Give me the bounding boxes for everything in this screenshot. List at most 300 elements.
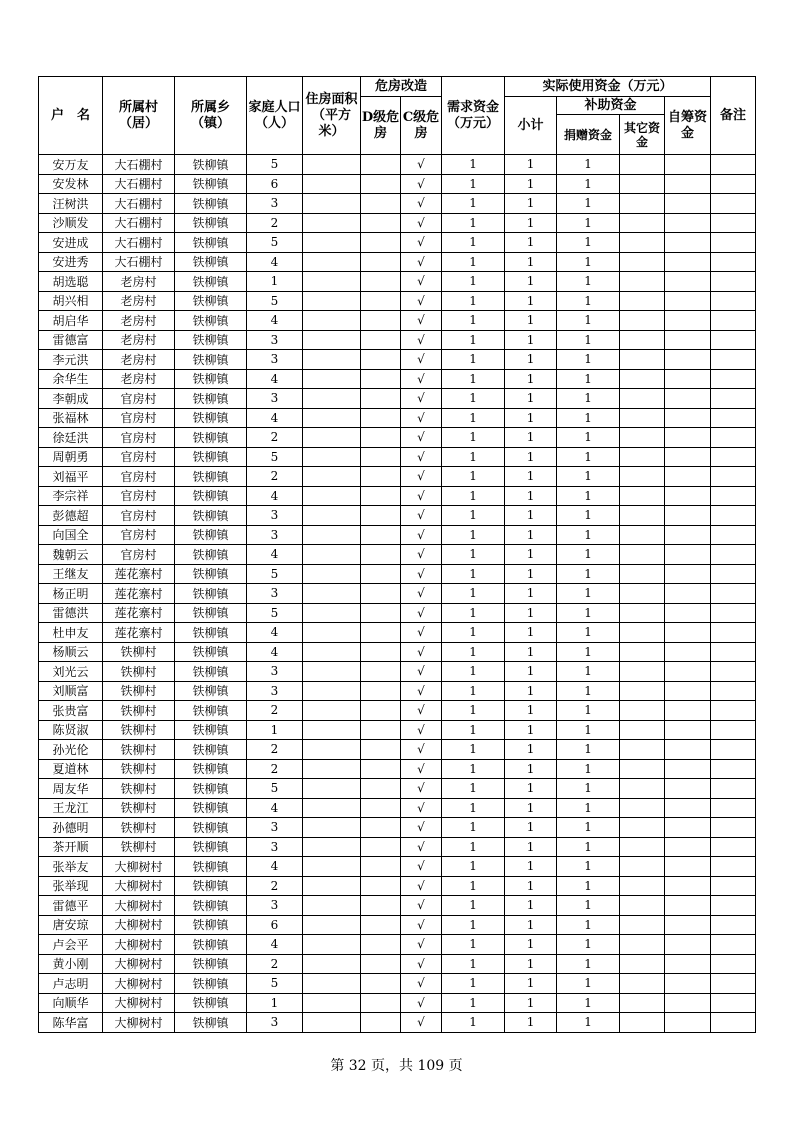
cell-other [620,584,665,604]
cell-remarks [711,564,756,584]
cell-remarks [711,896,756,916]
cell-level-d [361,174,401,194]
cell-donated: 1 [557,330,620,350]
cell-needed-funds: 1 [442,623,505,643]
table-row [39,486,756,506]
cell-remarks [711,974,756,994]
cell-population: 4 [247,311,303,331]
cell-level-c: √ [401,369,442,389]
cell-donated: 1 [557,545,620,565]
cell-level-d [361,740,401,760]
table-row [39,330,756,350]
cell-township: 铁柳镇 [175,720,247,740]
cell-donated: 1 [557,896,620,916]
cell-subtotal: 1 [505,272,557,292]
cell-subtotal: 1 [505,623,557,643]
cell-area [303,525,361,545]
cell-subtotal: 1 [505,213,557,233]
cell-level-d [361,467,401,487]
cell-remarks [711,155,756,175]
table-row [39,681,756,701]
table-row [39,506,756,526]
cell-donated: 1 [557,915,620,935]
cell-village: 铁柳村 [103,681,175,701]
cell-needed-funds: 1 [442,974,505,994]
cell-self-raised [665,194,711,214]
cell-township: 铁柳镇 [175,974,247,994]
cell-subtotal: 1 [505,779,557,799]
cell-self-raised [665,369,711,389]
cell-needed-funds: 1 [442,740,505,760]
table-row [39,701,756,721]
cell-subtotal: 1 [505,311,557,331]
cell-remarks [711,272,756,292]
cell-level-d [361,993,401,1013]
cell-level-c: √ [401,740,442,760]
cell-area [303,194,361,214]
cell-subtotal: 1 [505,564,557,584]
cell-level-c: √ [401,330,442,350]
cell-population: 2 [247,954,303,974]
cell-donated: 1 [557,525,620,545]
cell-area [303,584,361,604]
cell-level-d [361,915,401,935]
cell-level-c: √ [401,837,442,857]
cell-remarks [711,642,756,662]
cell-donated: 1 [557,194,620,214]
cell-subtotal: 1 [505,174,557,194]
cell-village: 大石棚村 [103,213,175,233]
cell-population: 3 [247,837,303,857]
cell-area [303,233,361,253]
cell-level-c: √ [401,642,442,662]
cell-donated: 1 [557,954,620,974]
cell-area [303,564,361,584]
cell-village: 大柳树村 [103,974,175,994]
cell-level-c: √ [401,662,442,682]
cell-donated: 1 [557,759,620,779]
cell-area [303,642,361,662]
cell-self-raised [665,720,711,740]
cell-other [620,1013,665,1033]
cell-name: 卢志明 [39,974,103,994]
cell-other [620,545,665,565]
cell-other [620,954,665,974]
table-row [39,642,756,662]
cell-township: 铁柳镇 [175,272,247,292]
cell-area [303,350,361,370]
cell-population: 2 [247,428,303,448]
cell-donated: 1 [557,252,620,272]
cell-other [620,896,665,916]
cell-population: 4 [247,935,303,955]
table-row [39,213,756,233]
cell-subtotal: 1 [505,876,557,896]
table-row [39,935,756,955]
cell-area [303,486,361,506]
cell-township: 铁柳镇 [175,428,247,448]
cell-self-raised [665,740,711,760]
cell-donated: 1 [557,993,620,1013]
cell-self-raised [665,837,711,857]
cell-remarks [711,194,756,214]
cell-area [303,330,361,350]
cell-other [620,389,665,409]
cell-population: 6 [247,915,303,935]
cell-township: 铁柳镇 [175,954,247,974]
cell-needed-funds: 1 [442,428,505,448]
cell-donated: 1 [557,642,620,662]
cell-donated: 1 [557,564,620,584]
cell-remarks [711,311,756,331]
cell-level-c: √ [401,389,442,409]
cell-other [620,935,665,955]
cell-population: 1 [247,720,303,740]
cell-population: 4 [247,369,303,389]
cell-level-c: √ [401,993,442,1013]
cell-other [620,350,665,370]
cell-area [303,740,361,760]
cell-needed-funds: 1 [442,408,505,428]
cell-subtotal: 1 [505,603,557,623]
cell-self-raised [665,857,711,877]
cell-population: 4 [247,623,303,643]
cell-level-c: √ [401,623,442,643]
cell-subtotal: 1 [505,525,557,545]
cell-self-raised [665,291,711,311]
cell-level-c: √ [401,720,442,740]
cell-needed-funds: 1 [442,779,505,799]
cell-village: 大石棚村 [103,174,175,194]
cell-name: 王继友 [39,564,103,584]
cell-self-raised [665,311,711,331]
cell-donated: 1 [557,798,620,818]
cell-level-d [361,896,401,916]
cell-population: 4 [247,857,303,877]
cell-donated: 1 [557,389,620,409]
cell-other [620,330,665,350]
cell-other [620,915,665,935]
cell-level-c: √ [401,1013,442,1033]
cell-name: 夏道林 [39,759,103,779]
cell-village: 官房村 [103,486,175,506]
cell-name: 卢会平 [39,935,103,955]
cell-township: 铁柳镇 [175,194,247,214]
cell-name: 茶开顺 [39,837,103,857]
cell-level-d [361,954,401,974]
cell-population: 4 [247,408,303,428]
cell-township: 铁柳镇 [175,447,247,467]
cell-subtotal: 1 [505,896,557,916]
cell-needed-funds: 1 [442,174,505,194]
cell-self-raised [665,233,711,253]
cell-subtotal: 1 [505,935,557,955]
cell-level-c: √ [401,935,442,955]
cell-village: 大柳树村 [103,1013,175,1033]
header-subsidy-group: 补助资金 [557,97,665,115]
cell-self-raised [665,272,711,292]
cell-remarks [711,720,756,740]
cell-name: 唐安琼 [39,915,103,935]
table-row [39,896,756,916]
cell-subtotal: 1 [505,954,557,974]
cell-area [303,935,361,955]
table-row [39,798,756,818]
table-row [39,291,756,311]
cell-level-c: √ [401,467,442,487]
cell-self-raised [665,564,711,584]
cell-remarks [711,428,756,448]
cell-other [620,311,665,331]
cell-needed-funds: 1 [442,993,505,1013]
cell-level-c: √ [401,506,442,526]
cell-subtotal: 1 [505,798,557,818]
cell-area [303,603,361,623]
cell-other [620,155,665,175]
cell-name: 徐廷洪 [39,428,103,448]
cell-level-c: √ [401,350,442,370]
cell-level-c: √ [401,779,442,799]
cell-population: 5 [247,564,303,584]
cell-other [620,291,665,311]
cell-remarks [711,779,756,799]
cell-remarks [711,486,756,506]
cell-township: 铁柳镇 [175,252,247,272]
cell-population: 5 [247,603,303,623]
cell-other [620,993,665,1013]
cell-donated: 1 [557,350,620,370]
cell-needed-funds: 1 [442,896,505,916]
cell-donated: 1 [557,369,620,389]
cell-area [303,720,361,740]
cell-self-raised [665,408,711,428]
cell-needed-funds: 1 [442,272,505,292]
cell-name: 雷德平 [39,896,103,916]
table-row [39,623,756,643]
header-renovation-group: 危房改造 [361,77,442,97]
cell-donated: 1 [557,818,620,838]
cell-self-raised [665,525,711,545]
cell-subtotal: 1 [505,720,557,740]
cell-level-d [361,330,401,350]
cell-village: 官房村 [103,467,175,487]
cell-needed-funds: 1 [442,389,505,409]
cell-remarks [711,993,756,1013]
cell-remarks [711,330,756,350]
cell-area [303,272,361,292]
cell-population: 3 [247,818,303,838]
cell-remarks [711,740,756,760]
cell-level-c: √ [401,311,442,331]
cell-level-c: √ [401,759,442,779]
cell-level-c: √ [401,954,442,974]
cell-needed-funds: 1 [442,584,505,604]
page-footer: 第 32 页，共 109 页 [330,1058,463,1074]
table-row [39,740,756,760]
table-row [39,174,756,194]
cell-area [303,993,361,1013]
cell-village: 官房村 [103,506,175,526]
cell-remarks [711,681,756,701]
cell-name: 汪树洪 [39,194,103,214]
table-row [39,720,756,740]
cell-subtotal: 1 [505,194,557,214]
cell-village: 老房村 [103,311,175,331]
cell-other [620,408,665,428]
cell-population: 3 [247,525,303,545]
cell-other [620,779,665,799]
cell-population: 3 [247,584,303,604]
cell-level-d [361,311,401,331]
cell-name: 刘光云 [39,662,103,682]
cell-other [620,603,665,623]
table-row [39,525,756,545]
cell-remarks [711,603,756,623]
cell-needed-funds: 1 [442,818,505,838]
cell-other [620,486,665,506]
cell-subtotal: 1 [505,330,557,350]
cell-township: 铁柳镇 [175,486,247,506]
cell-population: 3 [247,681,303,701]
cell-township: 铁柳镇 [175,350,247,370]
cell-remarks [711,1013,756,1033]
cell-level-c: √ [401,818,442,838]
cell-area [303,818,361,838]
cell-village: 大柳树村 [103,935,175,955]
cell-other [620,525,665,545]
cell-needed-funds: 1 [442,291,505,311]
cell-name: 沙顺发 [39,213,103,233]
cell-area [303,291,361,311]
cell-other [620,759,665,779]
table-row [39,447,756,467]
cell-donated: 1 [557,720,620,740]
cell-donated: 1 [557,447,620,467]
cell-other [620,623,665,643]
cell-village: 铁柳村 [103,759,175,779]
cell-needed-funds: 1 [442,837,505,857]
header-subtotal: 小计 [505,97,557,155]
table-row [39,954,756,974]
cell-self-raised [665,759,711,779]
cell-level-d [361,545,401,565]
cell-township: 铁柳镇 [175,545,247,565]
cell-donated: 1 [557,213,620,233]
header-name: 户 名 [39,77,103,155]
cell-subtotal: 1 [505,642,557,662]
cell-subtotal: 1 [505,1013,557,1033]
cell-donated: 1 [557,408,620,428]
cell-area [303,798,361,818]
cell-other [620,252,665,272]
cell-donated: 1 [557,662,620,682]
cell-name: 安万友 [39,155,103,175]
cell-other [620,720,665,740]
table-row [39,779,756,799]
cell-self-raised [665,584,711,604]
cell-level-c: √ [401,857,442,877]
cell-subtotal: 1 [505,408,557,428]
cell-level-c: √ [401,564,442,584]
cell-area [303,837,361,857]
cell-level-d [361,155,401,175]
cell-self-raised [665,896,711,916]
cell-remarks [711,350,756,370]
cell-township: 铁柳镇 [175,701,247,721]
cell-name: 杜申友 [39,623,103,643]
table-row [39,467,756,487]
table-row [39,876,756,896]
cell-township: 铁柳镇 [175,525,247,545]
cell-level-d [361,194,401,214]
cell-level-d [361,662,401,682]
cell-other [620,740,665,760]
cell-population: 5 [247,155,303,175]
cell-level-d [361,213,401,233]
cell-needed-funds: 1 [442,330,505,350]
cell-remarks [711,662,756,682]
cell-population: 2 [247,701,303,721]
table-row [39,759,756,779]
cell-subtotal: 1 [505,545,557,565]
cell-level-c: √ [401,428,442,448]
cell-township: 铁柳镇 [175,779,247,799]
cell-name: 雷德洪 [39,603,103,623]
cell-area [303,408,361,428]
cell-level-d [361,350,401,370]
cell-donated: 1 [557,779,620,799]
cell-level-c: √ [401,486,442,506]
cell-subtotal: 1 [505,447,557,467]
cell-remarks [711,291,756,311]
cell-needed-funds: 1 [442,564,505,584]
table-row [39,857,756,877]
cell-needed-funds: 1 [442,350,505,370]
cell-village: 铁柳村 [103,798,175,818]
cell-other [620,369,665,389]
cell-name: 安进秀 [39,252,103,272]
cell-level-d [361,408,401,428]
cell-remarks [711,447,756,467]
cell-name: 向国全 [39,525,103,545]
cell-village: 老房村 [103,369,175,389]
cell-level-c: √ [401,876,442,896]
cell-other [620,564,665,584]
cell-subtotal: 1 [505,389,557,409]
header-donated-funds: 捐赠资金 [557,115,620,155]
cell-other [620,662,665,682]
cell-needed-funds: 1 [442,798,505,818]
cell-name: 魏朝云 [39,545,103,565]
cell-area [303,467,361,487]
cell-remarks [711,759,756,779]
cell-population: 3 [247,662,303,682]
cell-needed-funds: 1 [442,506,505,526]
cell-other [620,213,665,233]
cell-level-d [361,759,401,779]
header-village: 所属村（居） [103,77,175,155]
cell-needed-funds: 1 [442,311,505,331]
cell-township: 铁柳镇 [175,915,247,935]
cell-level-d [361,1013,401,1033]
cell-subtotal: 1 [505,291,557,311]
cell-remarks [711,818,756,838]
cell-area [303,506,361,526]
cell-name: 张福林 [39,408,103,428]
cell-subtotal: 1 [505,233,557,253]
cell-donated: 1 [557,740,620,760]
cell-level-d [361,291,401,311]
